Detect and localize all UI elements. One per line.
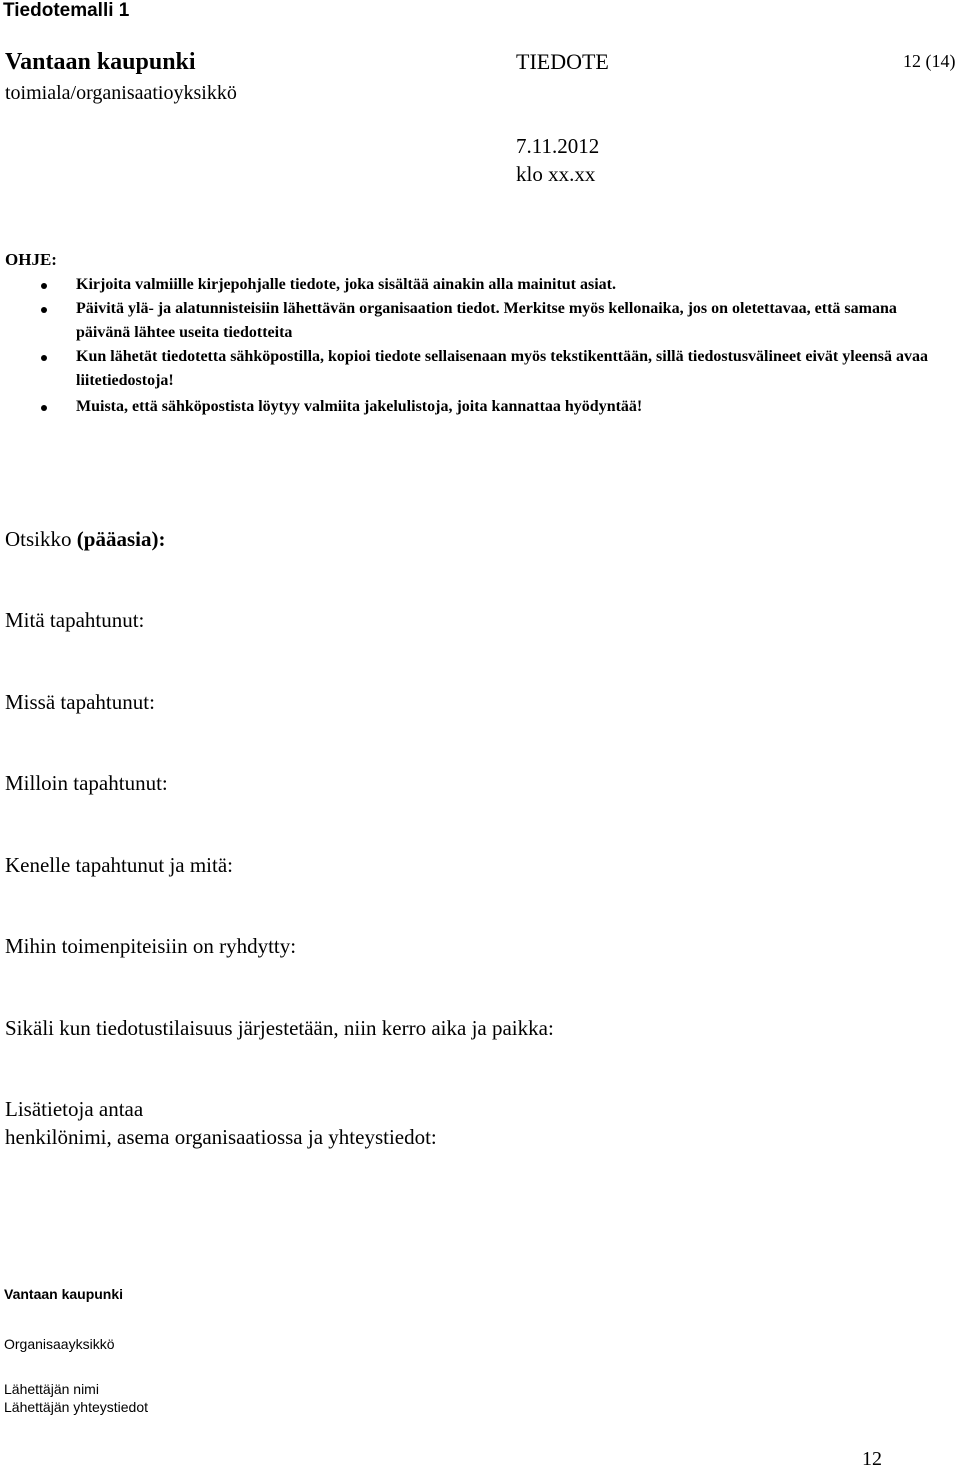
instruction-text: Kun lähetät tiedotetta sähköpostilla, kopioi tiedote sellaisenaan myös tekstikenttään, sillä tiedostusvälineet eivät yleensä avaa liitetiedostoja! [76,348,929,389]
organization-name: Vantaan kaupunki [5,49,196,75]
page-count: 12 (14) [903,51,956,71]
page-number: 12 [862,1448,882,1470]
instruction-text: Kirjoita valmiille kirjepohjalle tiedote, joka sisältää ainakin alla mainitut asiat. [76,276,616,293]
bullet-icon [41,405,47,411]
document-date: 7.11.2012 [516,134,600,158]
footer-sender-name: Lähettäjän nimi [4,1381,99,1397]
document-type: TIEDOTE [516,49,609,74]
instructions-heading: OHJE: [5,250,57,269]
bullet-icon [41,307,47,313]
document-time: klo xx.xx [516,162,596,186]
instruction-item [76,273,936,297]
bullet-icon [41,283,47,289]
headline-field [5,527,165,552]
headline-label: Otsikko [5,527,77,551]
footer-organization: Vantaan kaupunki [4,1286,124,1302]
instruction-item [76,345,936,393]
where-happened-field: Missä tapahtunut: [5,690,155,714]
organization-unit: toimiala/organisaatioyksikkö [5,82,237,104]
instruction-item [76,297,936,345]
what-happened-field: Mitä tapahtunut: [5,608,145,632]
actions-taken-field: Mihin toimenpiteisiin on ryhdytty: [5,934,297,958]
press-event-field: Sikäli kun tiedotustilaisuus järjestetään, niin kerro aika ja paikka: [5,1016,554,1040]
instruction-text: Päivitä ylä- ja alatunnisteisiin lähettävän organisaation tiedot. Merkitse myös kellonaika, jos on oletettavaa, että samana päivänä lähtee useita tiedotteita [76,300,897,341]
more-info-contact-label: henkilönimi, asema organisaatiossa ja yhteystiedot: [5,1125,437,1149]
footer-unit: Organisaayksikkö [4,1336,115,1352]
when-happened-field: Milloin tapahtunut: [5,771,168,795]
headline-label-bold: (pääasia): [76,527,166,551]
footer-sender-contact: Lähettäjän yhteystiedot [4,1399,148,1415]
template-title: Tiedotemalli 1 [3,0,130,21]
more-info-label: Lisätietoja antaa [5,1097,144,1121]
to-whom-field: Kenelle tapahtunut ja mitä: [5,853,234,877]
instruction-text: Muista, että sähköpostista löytyy valmiita jakelulistoja, joita kannattaa hyödyntää! [76,398,643,415]
instruction-item [76,395,936,419]
bullet-icon [41,355,47,361]
